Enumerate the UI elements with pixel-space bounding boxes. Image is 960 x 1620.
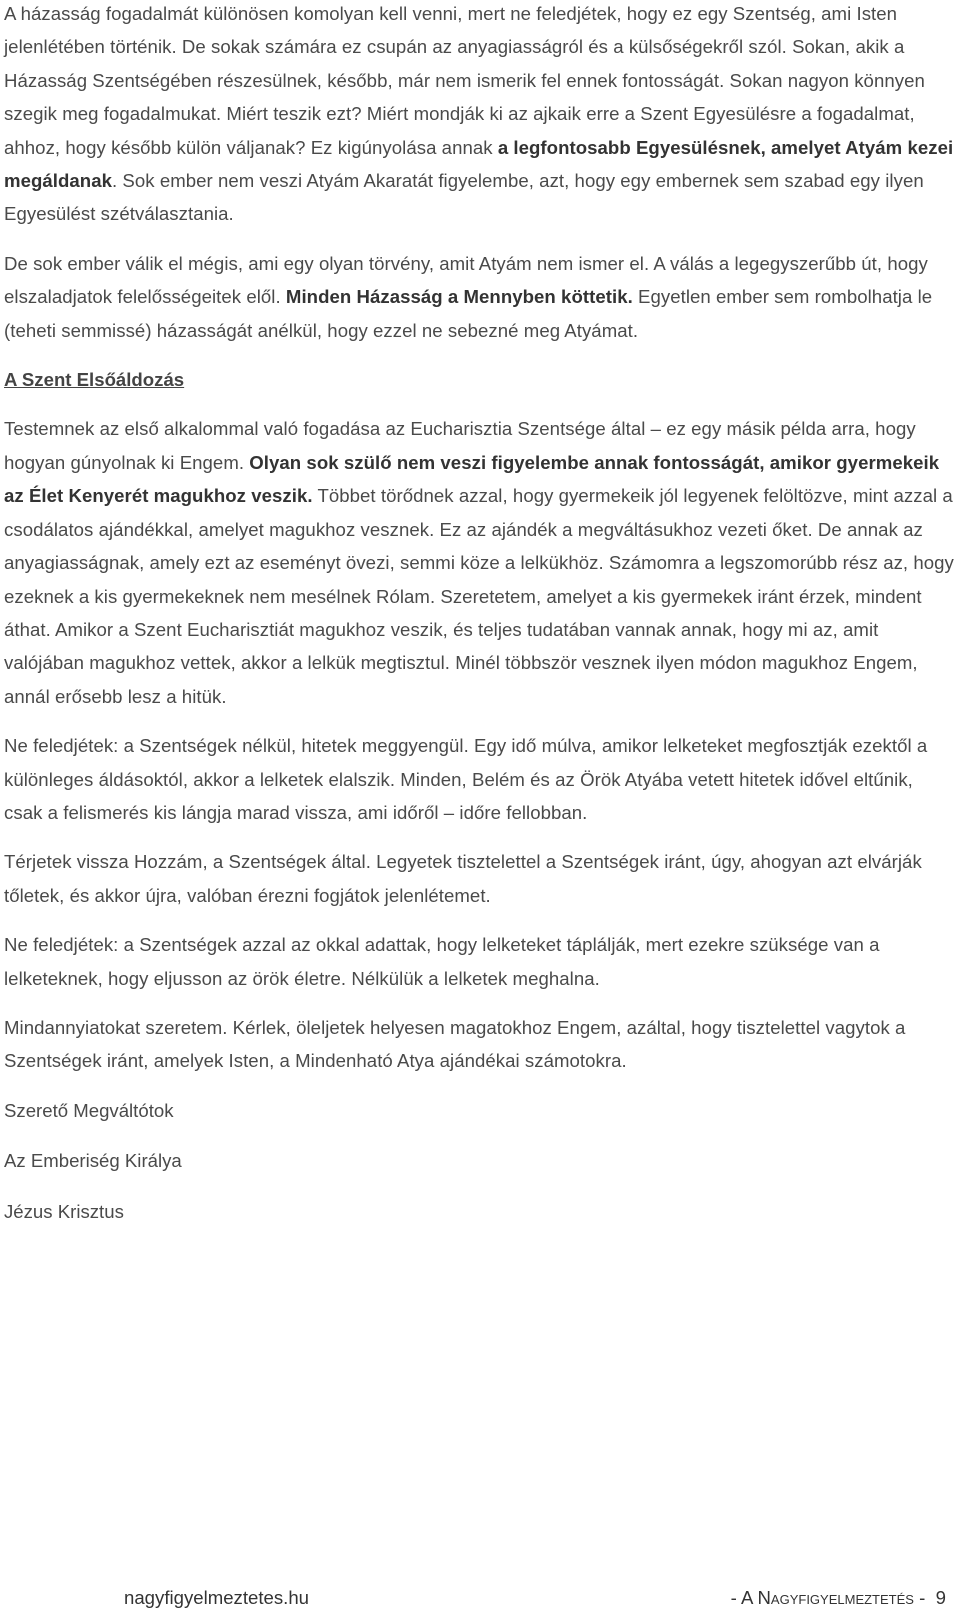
body-text-after-heading <box>4 412 956 1077</box>
footer-website: nagyfigyelmeztetes.hu <box>124 1587 310 1608</box>
document-page <box>4 0 956 1245</box>
paragraph-text: Mindannyiatokat szeretem. Kérlek, öleljetek helyesen magatokhoz Engem, azáltal, hogy tisztelettel vagytok a Szentségek iránt, amelyek Isten, a Mindenható Atya ajándékai számotokra. <box>4 1016 906 1072</box>
footer-title: Nagyfigyelmeztetés <box>757 1587 914 1608</box>
paragraph-text: Térjetek vissza Hozzám, a Szentségek által. Legyetek tisztelettel a Szentségek iránt, úgy, ahogyan azt elvárják tőletek, és akkor újra, valóban érezni fogjátok jelenlétemet. <box>4 851 922 906</box>
paragraph-text: Ne feledjétek: a Szentségek nélkül, hitetek meggyengül. Egy idő múlva, amikor lelketeket megfosztják ezektől a különleges áldásoktól, akkor a lelketek elalszik. Minden, Belém és az Örök Atyába vetett hitetek idővel eltűnik, csak a felismerés kis lángja marad vissza, ami időről – időre fellobban. <box>4 735 928 823</box>
paragraph-p3 <box>4 412 956 713</box>
footer-page-number: - 9 <box>913 1587 946 1608</box>
paragraph-p6 <box>4 928 956 995</box>
emphasis-text: Olyan sok szülő nem veszi figyelembe annak fontosságát, amikor gyermekeik az Élet Kenyerét magukhoz veszik. <box>4 451 940 507</box>
emphasis-text: Minden Házasság a Mennyben köttetik. <box>285 286 633 308</box>
footer-page-label <box>731 1587 946 1609</box>
signature-line-1: Szerető Megváltótok <box>4 1099 174 1121</box>
emphasis-text: a legfontosabb Egyesülésnek, amelyet Atyám kezei megáldanak <box>4 136 954 192</box>
paragraph-text: Testemnek az első alkalommal való fogadása az Eucharisztia Szentsége által – ez egy másik példa arra, hogy hogyan gúnyolnak ki Engem. <box>4 418 916 473</box>
footer-prefix: - A <box>730 1587 758 1608</box>
paragraph-p5 <box>4 845 956 912</box>
paragraph-p2 <box>4 247 956 347</box>
paragraph-text: Többet törődnek azzal, hogy gyermekeik jól legyenek felöltözve, mint azzal a csodálatos ajándékkal, amelyet magukhoz vesznek. Ez az ajándék a megváltásukhoz vezeti őket. De annak az anyagiasságnak, amely ezt az eseményt övezi, semmi köze a lelkükhöz. Számomra a legszomorúbb rész az, hogy ezeknek a kis gyermekeknek nem mesélnek Rólam. Szeretetem, amelyet a kis gyermekek iránt érzek, mindent áthat. Amikor a Szent Eucharisztiát magukhoz veszik, és teljes tudatában vannak annak, hogy mi az, amit valójában magukhoz vettek, akkor a lelkük megtisztul. Minél többször vesznek ilyen módon magukhoz Engem, annál erősebb lesz a hitük. <box>4 485 954 707</box>
paragraph-p1 <box>4 0 956 231</box>
body-text-before-heading <box>4 0 956 347</box>
paragraph-text: De sok ember válik el mégis, ami egy olyan törvény, amit Atyám nem ismer el. A válás a legegyszerűbb út, hogy elszaladjatok felelősségeitek elől. <box>4 252 928 308</box>
paragraph-text: . Sok ember nem veszi Atyám Akaratát figyelembe, azt, hogy egy embernek sem szabad egy ilyen Egyesülést szétválasztania. <box>4 170 924 225</box>
paragraph-p4 <box>4 729 956 829</box>
paragraph-text: A házasság fogadalmát különösen komolyan kell venni, mert ne feledjétek, hogy ez egy Szentség, ami Isten jelenlétében történik. De sokak számára ez csupán az anyagiasságról és a külsőségekről szól. Sokan, akik a Házasság Szentségében részesülnek, később, már nem ismerik fel ennek fontosságát. Sokan nagyon könnyen szegik meg fogadalmukat. Miért teszik ezt? Miért mondják ki az ajkaik erre a Szent Egyesülésre a fogadalmat, ahhoz, hogy később külön váljanak? Ez kigúnyolása annak <box>4 3 925 158</box>
section-heading: A Szent Elsőáldozás <box>4 369 185 391</box>
paragraph-text: Egyetlen ember sem rombolhatja le (teheti semmissé) házasságát anélkül, hogy ezzel ne sebezné meg Atyámat. <box>4 286 933 341</box>
page-footer <box>0 1587 960 1615</box>
signature-line-2: Az Emberiség Királya <box>4 1150 182 1172</box>
paragraph-text: Ne feledjétek: a Szentségek azzal az okkal adattak, hogy lelketeket táplálják, mert ezekre szüksége van a lelketeknek, hogy eljusson az örök életre. Nélkülük a lelketek meghalna. <box>4 934 880 989</box>
paragraph-p7 <box>4 1011 956 1078</box>
signature-line-3: Jézus Krisztus <box>4 1200 124 1222</box>
